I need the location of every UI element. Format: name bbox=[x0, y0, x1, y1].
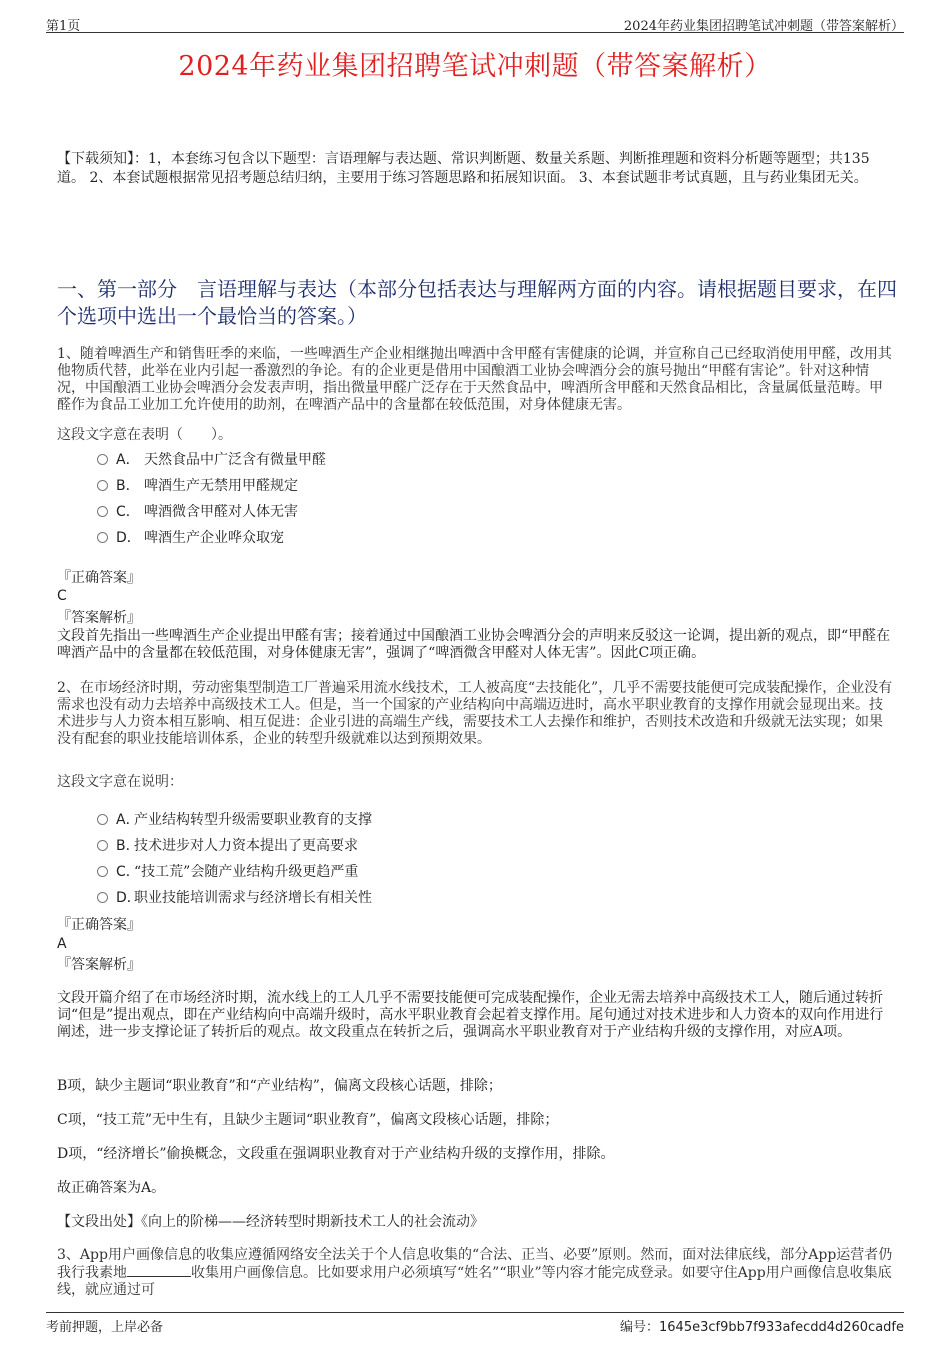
q1-question: 这段文字意在表明（ ）。 bbox=[57, 427, 232, 443]
q1-answer: C bbox=[57, 588, 67, 604]
document-title: 2024年药业集团招聘笔试冲刺题（带答案解析） bbox=[178, 51, 772, 82]
radio-icon[interactable] bbox=[97, 454, 108, 465]
q2-option-b-analysis: B项，缺少主题词“职业教育”和“产业结构”，偏离文段核心话题，排除； bbox=[57, 1078, 502, 1094]
q1-analysis-label: 『答案解析』 bbox=[57, 610, 141, 626]
q1-option-b[interactable]: B． 啤酒生产无禁用甲醛规定 bbox=[97, 476, 298, 496]
q1-analysis: 文段首先指出一些啤酒生产企业提出甲醛有害；接着通过中国酿酒工业协会啤酒分会的声明来反驳这一论调，提出新的观点，即“甲醛在啤酒产品中的含量都在较低范围，对身体健康无害”，强调了“啤酒微含甲醛对人体无害”。因此C项正确。 bbox=[57, 628, 891, 661]
page-footer bbox=[46, 1312, 904, 1335]
q2-option-c-analysis: C项，“技工荒”无中生有，且缺少主题词“职业教育”，偏离文段核心话题，排除； bbox=[57, 1112, 559, 1128]
q2-conclusion: 故正确答案为A。 bbox=[57, 1180, 166, 1196]
radio-icon[interactable] bbox=[97, 866, 108, 877]
q2-answer-label: 『正确答案』 bbox=[57, 917, 141, 933]
q2-analysis-label: 『答案解析』 bbox=[57, 957, 141, 973]
page-number: 第1页 bbox=[46, 19, 81, 34]
section-heading: 一、第一部分 言语理解与表达（本部分包括表达与理解两方面的内容。请根据题目要求，在四个选项中选出一个最恰当的答案。） bbox=[57, 277, 897, 328]
q1-option-a[interactable]: A． 天然食品中广泛含有微量甲醛 bbox=[97, 450, 326, 470]
radio-icon[interactable] bbox=[97, 892, 108, 903]
radio-icon[interactable] bbox=[97, 532, 108, 543]
q2-option-a[interactable]: A．产业结构转型升级需要职业教育的支撑 bbox=[97, 810, 372, 830]
fill-blank[interactable] bbox=[127, 1264, 191, 1277]
q2-analysis: 文段开篇介绍了在市场经济时期，流水线上的工人几乎不需要技能便可完成装配操作，企业无需去培养中高级技术工人，随后通过转折词“但是”提出观点，即在产业结构向中高端升级时，高水平职业教育会起着支撑作用。尾句通过对技术进步和人力资本的双向作用进行阐述，进一步支撑论证了转折后的观点。故文段重点在转折之后，强调高水平职业教育对于产业结构升级的支撑作用，对应A项。 bbox=[57, 990, 884, 1040]
q2-answer: A bbox=[57, 936, 67, 952]
page-header bbox=[46, 12, 904, 33]
q2-option-b[interactable]: B．技术进步对人力资本提出了更高要求 bbox=[97, 836, 358, 856]
q2-option-d[interactable]: D．职业技能培训需求与经济增长有相关性 bbox=[97, 888, 372, 908]
q1-stem: 1、随着啤酒生产和销售旺季的来临，一些啤酒生产企业相继抛出啤酒中含甲醛有害健康的论调，并宣称自己已经取消使用甲醛，改用其他物质代替，此举在业内引起一番激烈的争论。有的企业更是借用中国酿酒工业协会啤酒分会的旗号抛出“甲醛有害论”。针对这种情况，中国酿酒工业协会啤酒分会发表声明，指出微量甲醛广泛存在于天然食品中，啤酒所含甲醛和天然食品相比，含量属低量范畴。甲醛作为食品工业加工允许使用的助剂，在啤酒产品中的含量都在较低范围，对身体健康无害。 bbox=[57, 346, 892, 413]
q2-question: 这段文字意在说明： bbox=[57, 774, 183, 790]
radio-icon[interactable] bbox=[97, 840, 108, 851]
radio-icon[interactable] bbox=[97, 506, 108, 517]
radio-icon[interactable] bbox=[97, 814, 108, 825]
download-notice: 【下载须知】：1，本套练习包含以下题型：言语理解与表达题、常识判断题、数量关系题、判断推理题和资料分析题等题型；共135道。 2、本套试题根据常见招考题总结归纳，主要用于练习答题思路和拓展知识面。 3、本套试题非考试真题，且与药业集团无关。 bbox=[57, 151, 870, 186]
header-doc-title: 2024年药业集团招聘笔试冲刺题（带答案解析） bbox=[623, 19, 904, 34]
q2-stem: 2、在市场经济时期，劳动密集型制造工厂普遍采用流水线技术，工人被高度“去技能化”，几乎不需要技能便可完成装配操作，企业没有需求也没有动力去培养中高级技术工人。但是，当一个国家的产业结构向中高端迈进时，高水平职业教育的支撑作用就会显现出来。技术进步与人力资本相互影响、相互促进：企业引进的高端生产线，需要技术工人去操作和维护，否则技术改造和升级就无法实现；如果没有配套的职业技能培训体系，企业的转型升级就难以达到预期效果。 bbox=[57, 680, 893, 747]
q3-stem: 3、App用户画像信息的收集应遵循网络安全法关于个人信息收集的“合法、正当、必要”原则。然而，面对法律底线，部分App运营者仍我行我素地 收集用户画像信息。比如要求用户必须填写“姓名”“职业”等内容才能完成登录。如要守住App用户画像信息收集底线，就应通过可 bbox=[57, 1247, 893, 1298]
radio-icon[interactable] bbox=[97, 480, 108, 491]
q2-source: 【文段出处】《向上的阶梯——经济转型时期新技术工人的社会流动》 bbox=[57, 1214, 484, 1230]
q1-option-c[interactable]: C． 啤酒微含甲醛对人体无害 bbox=[97, 502, 298, 522]
q2-option-c[interactable]: C．“技工荒”会随产业结构升级更趋严重 bbox=[97, 862, 358, 882]
footer-code: 编号：1645e3cf9bb7f933afecdd4d260cadfe bbox=[620, 1320, 904, 1335]
footer-slogan: 考前押题，上岸必备 bbox=[46, 1320, 164, 1335]
q1-option-d[interactable]: D． 啤酒生产企业哗众取宠 bbox=[97, 528, 284, 548]
q2-option-d-analysis: D项，“经济增长”偷换概念，文段重在强调职业教育对于产业结构升级的支撑作用，排除。 bbox=[57, 1146, 615, 1162]
q1-answer-label: 『正确答案』 bbox=[57, 570, 141, 586]
